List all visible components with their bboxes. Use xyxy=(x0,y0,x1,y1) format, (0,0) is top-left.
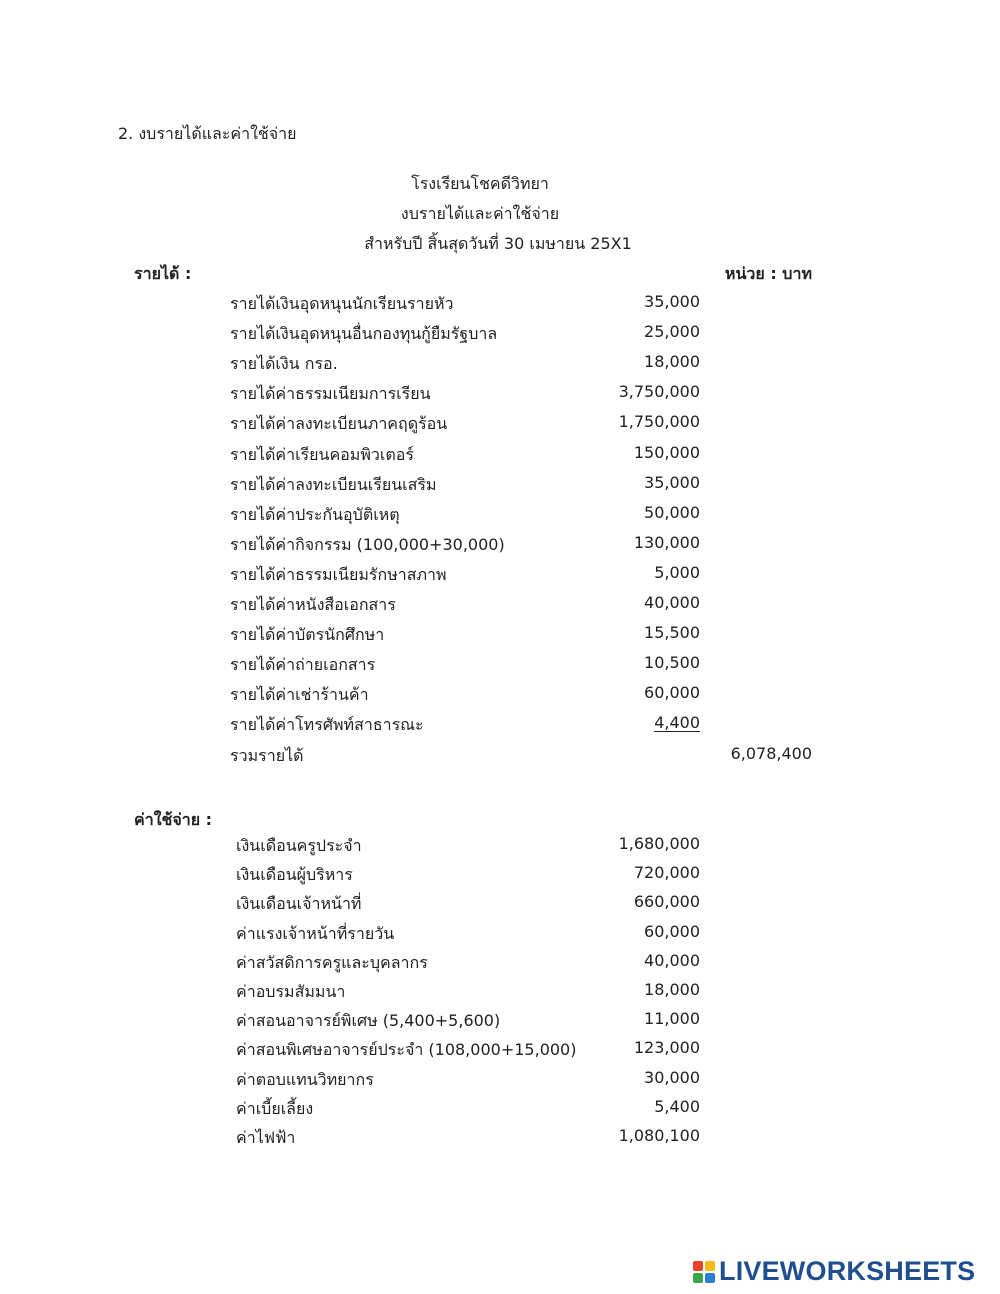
expense-item-label: เงินเดือนผู้บริหาร xyxy=(236,865,353,884)
unit-label: หน่วย : บาท xyxy=(724,264,812,283)
expense-item-amount: 11,000 xyxy=(644,1009,700,1028)
section-title: 2. งบรายได้และค่าใช้จ่าย xyxy=(118,124,297,143)
revenue-item-label: รายได้ค่าประกันอุบัติเหตุ xyxy=(230,505,400,524)
revenue-total-amount: 6,078,400 xyxy=(730,744,812,763)
expense-item-label: ค่าแรงเจ้าหน้าที่รายวัน xyxy=(236,924,395,943)
revenue-item-amount: 35,000 xyxy=(644,473,700,492)
expenses-heading: ค่าใช้จ่าย : xyxy=(134,810,213,829)
expense-item-amount: 1,680,000 xyxy=(618,834,700,853)
expense-item-amount: 18,000 xyxy=(644,980,700,999)
revenue-item-amount: 5,000 xyxy=(654,563,700,582)
logo-tile xyxy=(693,1273,703,1283)
revenue-item-amount: 40,000 xyxy=(644,593,700,612)
revenue-item-label: รายได้ค่าธรรมเนียมรักษาสภาพ xyxy=(230,565,447,584)
logo-tile xyxy=(705,1261,715,1271)
liveworksheets-watermark xyxy=(693,1256,975,1287)
expense-item-label: ค่าสวัสดิการครูและบุคลากร xyxy=(236,953,428,972)
expense-item-amount: 30,000 xyxy=(644,1068,700,1087)
revenue-item-amount: 35,000 xyxy=(644,292,700,311)
expense-item-amount: 40,000 xyxy=(644,951,700,970)
revenue-item-label: รายได้ค่าบัตรนักศึกษา xyxy=(230,625,385,644)
revenue-item-amount: 3,750,000 xyxy=(618,382,700,401)
expense-item-label: ค่าตอบแทนวิทยากร xyxy=(236,1070,374,1089)
revenue-total-label: รวมรายได้ xyxy=(230,746,304,765)
revenue-item-label: รายได้ค่ากิจกรรม (100,000+30,000) xyxy=(230,535,505,554)
expense-item-amount: 1,080,100 xyxy=(618,1126,700,1145)
expense-item-label: ค่าอบรมสัมมนา xyxy=(236,982,346,1001)
revenue-item-amount: 15,500 xyxy=(644,623,700,642)
revenue-item-label: รายได้ค่าลงทะเบียนเรียนเสริม xyxy=(230,475,437,494)
revenue-item-amount: 25,000 xyxy=(644,322,700,341)
brand-text: LIVEWORKSHEETS xyxy=(719,1256,976,1286)
revenue-item-label: รายได้เงินอุดหนุนนักเรียนรายหัว xyxy=(230,294,454,313)
revenue-item-amount: 4,400 xyxy=(654,713,700,732)
revenue-item-label: รายได้ค่าธรรมเนียมการเรียน xyxy=(230,384,431,403)
revenue-item-label: รายได้เงินอุดหนุนอื่นกองทุนกู้ยืมรัฐบาล xyxy=(230,324,498,343)
revenue-item-amount: 60,000 xyxy=(644,683,700,702)
logo-tile xyxy=(705,1273,715,1283)
expense-item-label: ค่าสอนอาจารย์พิเศษ (5,400+5,600) xyxy=(236,1011,501,1030)
revenue-heading: รายได้ : xyxy=(134,264,192,283)
revenue-item-label: รายได้เงิน กรอ. xyxy=(230,354,338,373)
revenue-item-amount: 18,000 xyxy=(644,352,700,371)
expense-item-amount: 5,400 xyxy=(654,1097,700,1116)
school-name: โรงเรียนโชคดีวิทยา xyxy=(411,174,549,193)
revenue-item-label: รายได้ค่าถ่ายเอกสาร xyxy=(230,655,376,674)
expense-item-label: ค่าสอนพิเศษอาจารย์ประจำ (108,000+15,000) xyxy=(236,1040,577,1059)
revenue-item-label: รายได้ค่าลงทะเบียนภาคฤดูร้อน xyxy=(230,414,448,433)
expense-item-label: เงินเดือนครูประจำ xyxy=(236,836,362,855)
expense-item-amount: 123,000 xyxy=(633,1038,700,1057)
expense-item-label: ค่าไฟฟ้า xyxy=(236,1128,296,1147)
logo-tile xyxy=(693,1261,703,1271)
liveworksheets-logo-icon xyxy=(693,1261,715,1283)
revenue-item-amount: 130,000 xyxy=(633,533,700,552)
revenue-item-amount: 1,750,000 xyxy=(618,412,700,431)
expense-item-label: เงินเดือนเจ้าหน้าที่ xyxy=(236,894,362,913)
expense-item-amount: 720,000 xyxy=(633,863,700,882)
statement-period: สำหรับปี สิ้นสุดวันที่ 30 เมษายน 25X1 xyxy=(364,234,632,253)
statement-name: งบรายได้และค่าใช้จ่าย xyxy=(400,204,560,223)
expense-item-label: ค่าเบี้ยเลี้ยง xyxy=(236,1099,314,1118)
expense-item-amount: 60,000 xyxy=(644,922,700,941)
revenue-item-label: รายได้ค่าเช่าร้านค้า xyxy=(230,685,369,704)
revenue-item-amount: 10,500 xyxy=(644,653,700,672)
revenue-item-label: รายได้ค่าเรียนคอมพิวเตอร์ xyxy=(230,445,414,464)
revenue-item-amount: 150,000 xyxy=(633,443,700,462)
revenue-item-label: รายได้ค่าหนังสือเอกสาร xyxy=(230,595,396,614)
revenue-item-amount: 50,000 xyxy=(644,503,700,522)
revenue-item-label: รายได้ค่าโทรศัพท์สาธารณะ xyxy=(230,715,424,734)
expense-item-amount: 660,000 xyxy=(633,892,700,911)
